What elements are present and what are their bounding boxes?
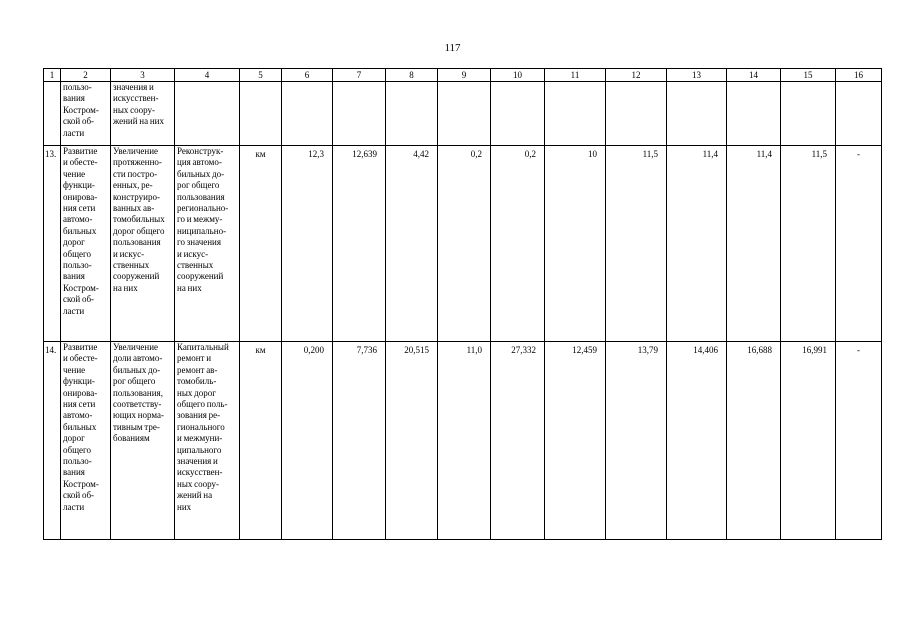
cell-text-line: сооружений (113, 271, 160, 282)
cell-text-line: гионального (177, 421, 225, 432)
cell-text-line: ных соору- (113, 104, 155, 115)
cell-text-line: жений на них (113, 116, 164, 127)
column-number-12: 12 (606, 69, 667, 82)
cell-text-line: ственных (177, 260, 214, 271)
cell-text-line: протяженно- (113, 157, 162, 168)
program-name (61, 342, 111, 540)
column-number-15: 15 (781, 69, 836, 82)
cell-text-line: вания (63, 271, 85, 282)
last-col: - (836, 342, 882, 540)
cell-text-line: пользо- (63, 260, 92, 271)
cell-text-line: ремонт и (177, 353, 212, 364)
header-row (44, 69, 882, 82)
value-col-15: 11,5 (781, 146, 836, 342)
cell-text-line: чение (63, 364, 86, 375)
cell-text-line: сти постро- (113, 168, 158, 179)
cell-text-line: общего (63, 444, 91, 455)
cell-text-line: зования ре- (177, 410, 221, 421)
column-number-11: 11 (545, 69, 606, 82)
cont-col-9 (438, 82, 491, 146)
cell-text-line: ных дорог (177, 387, 216, 398)
program-name (61, 146, 111, 342)
column-number-7: 7 (333, 69, 386, 82)
cell-text-line: рог общего (177, 180, 220, 191)
cell-text-line: ниципально- (177, 225, 227, 236)
cell-text-line: ванных ав- (113, 203, 155, 214)
cell-text-line: дорог (63, 433, 85, 444)
cell-text-line: тивным тре- (113, 421, 160, 432)
cell-text-line: значения и (113, 82, 154, 92)
cell-text-line: ственных (113, 260, 150, 271)
value-col-6: 12,3 (282, 146, 333, 342)
column-number-13: 13 (667, 69, 727, 82)
table-row (44, 342, 882, 540)
cell-text-line: ласти (63, 305, 85, 316)
cell-text-line: Костром- (63, 282, 99, 293)
cell-text-line: дорог общего (113, 225, 165, 236)
value-col-11: 12,459 (545, 342, 606, 540)
cell-text-line: Увеличение (113, 342, 159, 352)
value-col-15: 16,991 (781, 342, 836, 540)
cont-col-13 (667, 82, 727, 146)
value-col-8: 4,42 (386, 146, 438, 342)
cell-text-line: ния сети (63, 399, 96, 410)
cell-text-line: ской об- (63, 116, 95, 127)
indicator (111, 342, 175, 540)
value-col-11: 10 (545, 146, 606, 342)
cell-text-line: бильных до- (113, 364, 161, 375)
value-col-13: 11,4 (667, 146, 727, 342)
value-col-9: 11,0 (438, 342, 491, 540)
cell-text-line: ципального (177, 444, 222, 455)
cell-text-line: ласти (63, 127, 85, 138)
column-number-8: 8 (386, 69, 438, 82)
column-number-1: 1 (44, 69, 61, 82)
unit: км (240, 146, 282, 342)
cell-text-line: томобильных (113, 214, 165, 225)
table-row (44, 146, 882, 342)
cell-text-line: ской об- (63, 490, 95, 501)
cell-text-line: и межмуни- (177, 433, 223, 444)
cell-text-line: пользо- (63, 82, 92, 92)
cell-text-line: функци- (63, 376, 95, 387)
cell-text-line: ющих норма- (113, 410, 165, 421)
cont-col-1 (44, 82, 61, 146)
cell-text-line: искусствен- (177, 467, 223, 478)
cell-text-line: ремонт ав- (177, 364, 218, 375)
cell-text-line: Реконструк- (177, 146, 224, 156)
value-col-6: 0,200 (282, 342, 333, 540)
cell-text-line: них (177, 501, 192, 512)
cell-text-line: соответству- (113, 399, 162, 410)
cell-text-line: го значения (177, 237, 222, 248)
value-col-13: 14,406 (667, 342, 727, 540)
cont-col-3 (111, 82, 175, 146)
cell-text-line: ласти (63, 501, 85, 512)
cell-text-line: Капитальный (177, 342, 229, 352)
column-number-16: 16 (836, 69, 882, 82)
cont-col-4 (175, 82, 240, 146)
cell-text-line: общего поль- (177, 399, 228, 410)
column-number-10: 10 (491, 69, 545, 82)
cell-text-line: пользования (113, 237, 161, 248)
cell-text-line: онирова- (63, 191, 98, 202)
cell-text-line: ской об- (63, 294, 95, 305)
cell-text-line: бованиям (113, 433, 150, 444)
cell-text-line: на них (177, 282, 202, 293)
cell-text-line: ния сети (63, 203, 96, 214)
cont-col-5 (240, 82, 282, 146)
cont-col-10 (491, 82, 545, 146)
column-number-2: 2 (61, 69, 111, 82)
cell-text-line: дорог (63, 237, 85, 248)
cell-text-line: чение (63, 168, 86, 179)
row-number: 13. (44, 146, 61, 342)
cont-col-2 (61, 82, 111, 146)
cont-col-12 (606, 82, 667, 146)
cell-text-line: Увеличение (113, 146, 159, 156)
cell-text-line: рог общего (113, 376, 156, 387)
cont-col-16 (836, 82, 882, 146)
page-number: 117 (444, 42, 461, 54)
cont-col-11 (545, 82, 606, 146)
indicator (111, 146, 175, 342)
cont-col-15 (781, 82, 836, 146)
column-number-6: 6 (282, 69, 333, 82)
cell-text-line: и искус- (177, 248, 209, 259)
continuation-row (44, 82, 882, 146)
cell-text-line: Костром- (63, 478, 99, 489)
cell-text-line: вания (63, 467, 85, 478)
cell-text-line: Костром- (63, 104, 99, 115)
cont-col-8 (386, 82, 438, 146)
cell-text-line: енных, ре- (113, 180, 153, 191)
cell-text-line: Развитие (63, 342, 98, 352)
cell-text-line: пользования (177, 191, 225, 202)
cell-text-line: значения и (177, 456, 218, 467)
cell-text-line: общего (63, 248, 91, 259)
cell-text-line: и обесте- (63, 353, 98, 364)
cont-col-6 (282, 82, 333, 146)
unit: км (240, 342, 282, 540)
value-col-10: 0,2 (491, 146, 545, 342)
value-col-10: 27,332 (491, 342, 545, 540)
column-number-14: 14 (727, 69, 781, 82)
value-col-12: 13,79 (606, 342, 667, 540)
activity (175, 342, 240, 540)
cell-text-line: бильных до- (177, 168, 225, 179)
cell-text-line: Развитие (63, 146, 98, 156)
cont-col-7 (333, 82, 386, 146)
value-col-14: 11,4 (727, 146, 781, 342)
cell-text-line: бильных (63, 225, 97, 236)
cell-text-line: ция автомо- (177, 157, 222, 168)
cell-text-line: онирова- (63, 387, 98, 398)
value-col-12: 11,5 (606, 146, 667, 342)
cell-text-line: сооружений (177, 271, 224, 282)
cell-text-line: томобиль- (177, 376, 217, 387)
cell-text-line: регионально- (177, 203, 229, 214)
cell-text-line: конструиро- (113, 191, 160, 202)
cell-text-line: го и межму- (177, 214, 223, 225)
cell-text-line: пользования, (113, 387, 163, 398)
cont-col-14 (727, 82, 781, 146)
cell-text-line: бильных (63, 421, 97, 432)
value-col-7: 7,736 (333, 342, 386, 540)
column-number-4: 4 (175, 69, 240, 82)
cell-text-line: и обесте- (63, 157, 98, 168)
value-col-9: 0,2 (438, 146, 491, 342)
cell-text-line: вания (63, 93, 85, 104)
column-number-3: 3 (111, 69, 175, 82)
row-number: 14. (44, 342, 61, 540)
cell-text-line: пользо- (63, 456, 92, 467)
column-number-5: 5 (240, 69, 282, 82)
cell-text-line: искусствен- (113, 93, 159, 104)
value-col-14: 16,688 (727, 342, 781, 540)
value-col-7: 12,639 (333, 146, 386, 342)
activity (175, 146, 240, 342)
cell-text-line: автомо- (63, 214, 93, 225)
cell-text-line: автомо- (63, 410, 93, 421)
column-number-9: 9 (438, 69, 491, 82)
cell-text-line: доли автомо- (113, 353, 163, 364)
cell-text-line: жений на (177, 490, 213, 501)
data-table (43, 68, 882, 540)
value-col-8: 20,515 (386, 342, 438, 540)
cell-text-line: на них (113, 282, 138, 293)
cell-text-line: и искус- (113, 248, 145, 259)
cell-text-line: функци- (63, 180, 95, 191)
cell-text-line: ных соору- (177, 478, 219, 489)
last-col: - (836, 146, 882, 342)
